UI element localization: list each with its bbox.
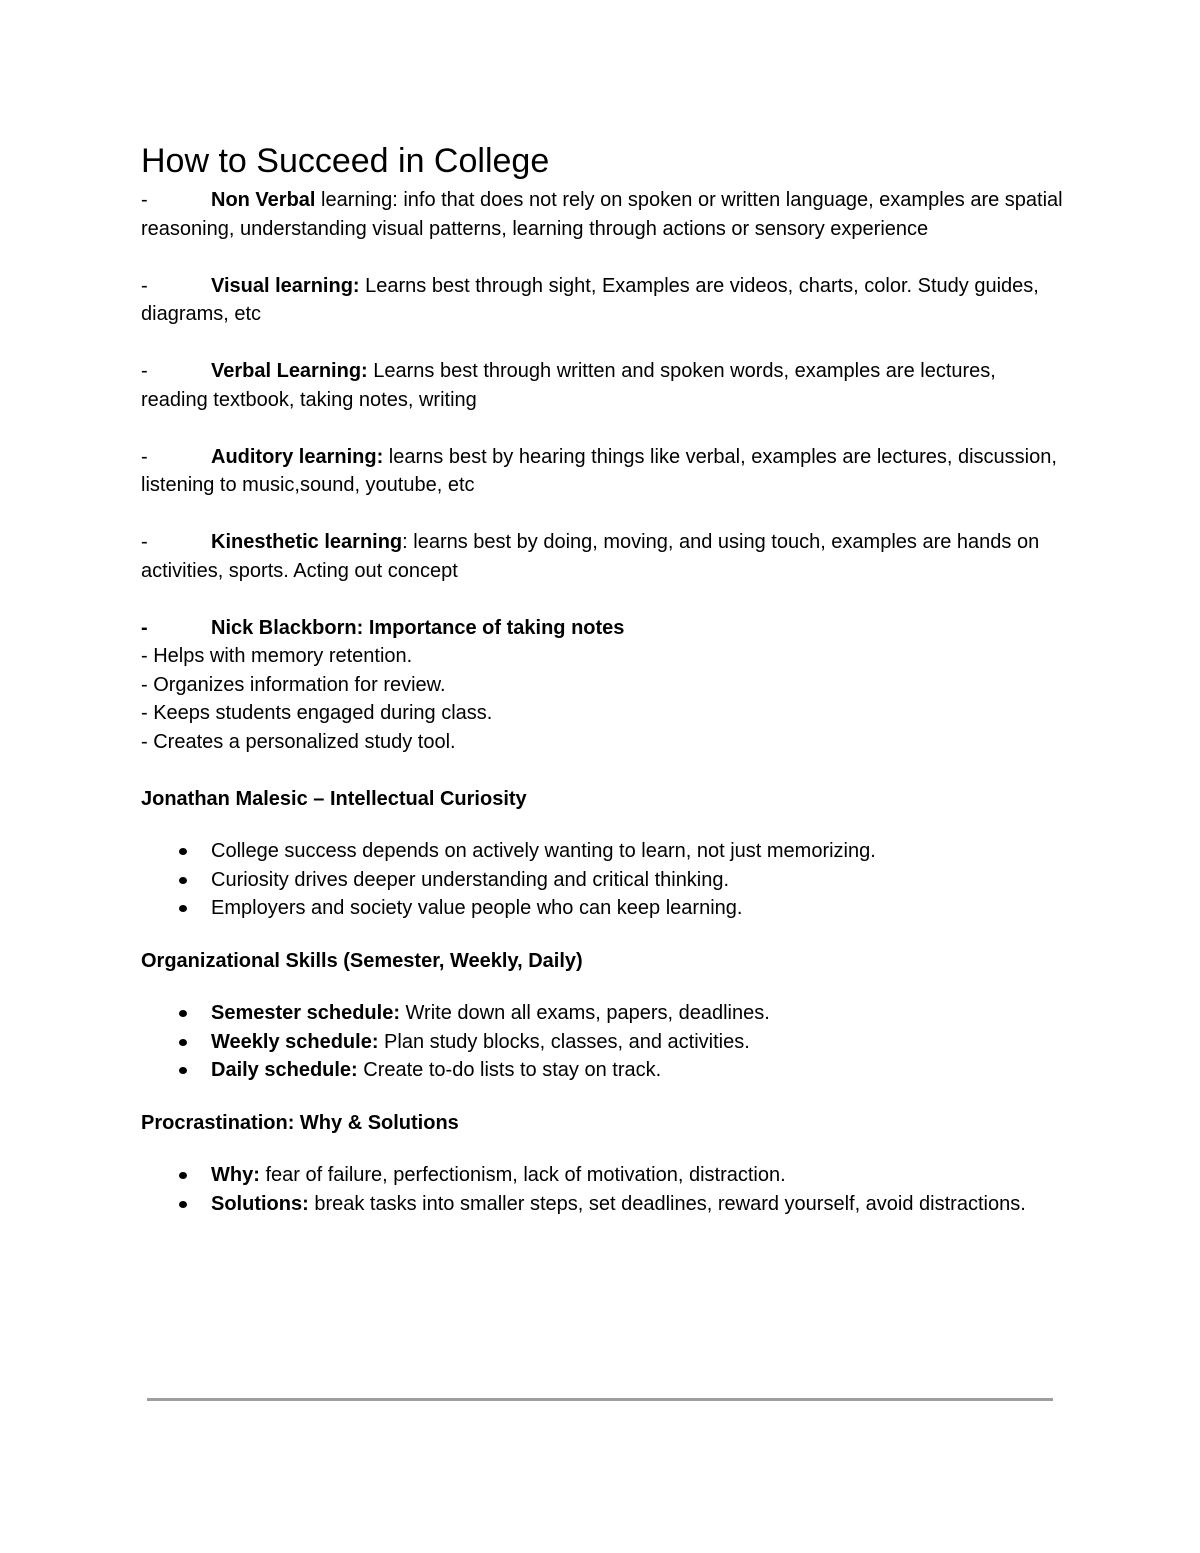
notes-section	[141, 614, 1066, 757]
item-text: Write down all exams, papers, deadlines.	[399, 1002, 770, 1024]
item-text: Create to-do lists to stay on track.	[357, 1059, 662, 1081]
entry-text: Learns best through written and spoken words, examples are lectures, reading textbook, taking notes, writing	[141, 360, 996, 411]
dash-marker: -	[141, 274, 148, 297]
entry-term: Kinesthetic learning	[211, 531, 403, 553]
organization-list	[141, 999, 1066, 1085]
entry-text: Learns best through sight, Examples are videos, charts, color. Study guides, diagrams, etc	[141, 274, 1039, 325]
notes-point: - Creates a personalized study tool.	[141, 730, 456, 753]
page-title: How to Succeed in College	[141, 142, 550, 180]
list-item	[141, 1056, 1066, 1085]
item-text: fear of failure, perfectionism, lack of motivation, distraction.	[259, 1164, 786, 1186]
list-item	[141, 1161, 1066, 1190]
dash-marker: -	[141, 189, 148, 211]
item-term: Weekly schedule:	[211, 1030, 379, 1053]
procrastination-heading: Procrastination: Why & Solutions	[141, 1111, 459, 1134]
dash-marker: -	[141, 616, 148, 639]
notes-point: - Organizes information for review.	[141, 673, 446, 696]
item-term: Daily schedule:	[211, 1059, 358, 1081]
entry-term: Non Verbal	[211, 189, 316, 211]
list-item: Curiosity drives deeper understanding and critical thinking.	[141, 866, 1066, 895]
list-item: College success depends on actively wanting to learn, not just memorizing.	[141, 837, 1066, 866]
entry-text: learning: info that does not rely on spoken or written language, examples are spatial reasoning, understanding visual patterns, learning through actions or sensory experience	[141, 189, 1063, 240]
list-item	[141, 999, 1066, 1028]
item-text: break tasks into smaller steps, set deadlines, reward yourself, avoid distractions.	[308, 1192, 1026, 1215]
item-term: Solutions:	[211, 1192, 309, 1215]
document-page	[141, 138, 1066, 1242]
learning-style-entry	[141, 272, 1066, 329]
horizontal-divider	[147, 1398, 1053, 1401]
list-item	[141, 1190, 1066, 1219]
list-item: Employers and society value people who can keep learning.	[141, 894, 1066, 923]
item-text: Plan study blocks, classes, and activities.	[378, 1030, 750, 1053]
learning-style-entry	[141, 443, 1066, 500]
curiosity-list	[141, 837, 1066, 923]
learning-style-entry	[141, 357, 1066, 414]
entry-term: Verbal Learning:	[211, 360, 368, 382]
entry-term: Visual learning:	[211, 274, 360, 297]
learning-style-entry	[141, 186, 1066, 243]
notes-heading-line	[141, 614, 1066, 643]
entry-text: learns best by hearing things like verbal, examples are lectures, discussion, listening to music,sound, youtube, etc	[141, 445, 1057, 496]
notes-point: - Keeps students engaged during class.	[141, 702, 493, 724]
entry-term: Auditory learning:	[211, 445, 384, 468]
curiosity-heading: Jonathan Malesic – Intellectual Curiosity	[141, 787, 527, 810]
dash-marker: -	[141, 360, 148, 382]
entry-text: : learns best by doing, moving, and using touch, examples are hands on activities, sports. Acting out concept	[141, 531, 1040, 582]
notes-point: - Helps with memory retention.	[141, 645, 413, 667]
dash-marker: -	[141, 531, 148, 553]
item-term: Why:	[211, 1164, 260, 1186]
notes-heading: Nick Blackborn: Importance of taking notes	[211, 616, 625, 639]
item-term: Semester schedule:	[211, 1002, 400, 1024]
dash-marker: -	[141, 445, 148, 468]
list-item	[141, 1028, 1066, 1057]
organization-heading: Organizational Skills (Semester, Weekly, Daily)	[141, 949, 583, 972]
learning-style-entry	[141, 528, 1066, 585]
procrastination-list	[141, 1161, 1066, 1218]
